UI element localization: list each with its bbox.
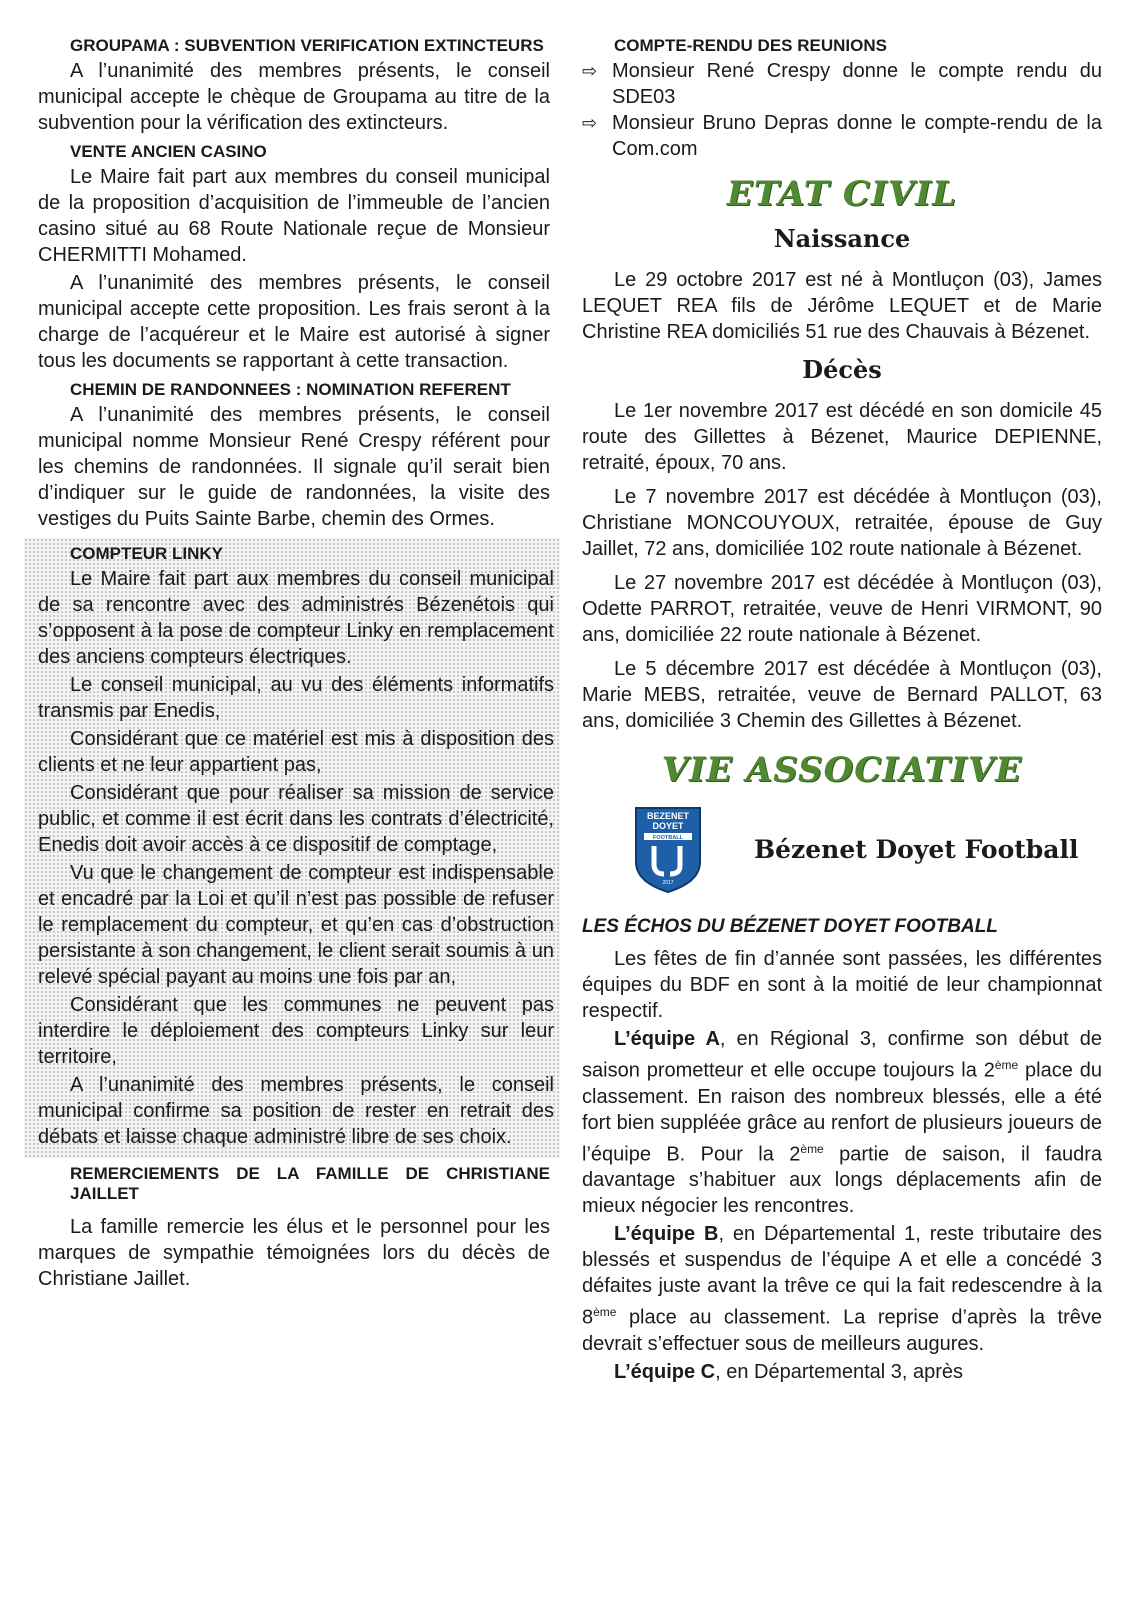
paragraph: A l’unanimité des membres présents, le conseil municipal confirme sa position de rester en retrait des débats et laisse chaque administré libre de ses choix. (38, 1074, 554, 1148)
heading-randonnees: CHEMIN DE RANDONNEES : NOMINATION REFERENT (70, 380, 511, 399)
paragraph: Le 29 octobre 2017 est né à Montluçon (03), James LEQUET REA fils de Jérôme LEQUET et de Marie Christine REA domiciliés 51 rue des Chauvais à Bézenet. (582, 269, 1102, 343)
heading-reunions: COMPTE-RENDU DES REUNIONS (614, 36, 887, 55)
paragraph: La famille remercie les élus et le personnel pour les marques de sympathie témoignées lors du décès de Christiane Jaillet. (38, 1216, 550, 1290)
paragraph: Le 27 novembre 2017 est décédée à Montluçon (03), Odette PARROT, retraitée, veuve de Henri VIRMONT, 90 ans, domiciliée 22 route nationale à Bézenet. (582, 572, 1102, 646)
heading-groupama: GROUPAMA : SUBVENTION VERIFICATION EXTINCTEURS (70, 36, 544, 55)
paragraph: A l’unanimité des membres présents, le conseil municipal accepte le chèque de Groupama au titre de la subvention pour la vérification des extincteurs. (38, 60, 550, 134)
paragraph: Considérant que pour réaliser sa mission de service public, et comme il est écrit dans les contrats d’électricité, Enedis doit avoir accès à ce dispositif de comptage, (38, 782, 554, 856)
subheading-naissance: Naissance (773, 224, 911, 253)
paragraph: Le 1er novembre 2017 est décédé en son domicile 45 route des Gillettes à Bézenet, Maurice DEPIENNE, retraité, époux, 70 ans. (582, 400, 1102, 474)
section-title-etat-civil: ETAT CIVIL (726, 174, 958, 214)
paragraph-equipe-c: L’équipe C, en Départemental 3, après (614, 1360, 964, 1383)
svg-text:DOYET: DOYET (652, 821, 684, 831)
paragraph: Le conseil municipal, au vu des éléments informatifs transmis par Enedis, (38, 674, 554, 722)
paragraph-equipe-a: L’équipe A, en Régional 3, confirme son début de saison prometteur et elle occupe toujours la 2ème place du classement. En raison des nombreux blessés, elle a été fort bien suppléée grâce au renfort de plusieurs joueurs de l’équipe B. Pour la 2ème partie de saison, il faudra davantage s’habituer aux longs déplacements afin de mieux négocier les rencontres. (582, 1028, 1102, 1218)
left-column (38, 30, 554, 1294)
svg-text:2017: 2017 (662, 880, 674, 886)
list-item: ⇨ Monsieur Bruno Depras donne le compte-rendu de la Com.com (582, 112, 1102, 160)
arrow-right-icon: ⇨ (582, 113, 598, 133)
club-logo (632, 804, 704, 894)
paragraph-equipe-b: L’équipe B, en Départemental 1, reste tributaire des blessés et suspendus de l’équipe A et elle a concédé 3 défaites juste avant la trêve ce qui la fait redescendre à la 8ème place au classement. La reprise d’après la trêve devrait s’effectuer sous de meilleurs augures. (582, 1223, 1103, 1355)
paragraph: Considérant que les communes ne peuvent pas interdire le déploiement des compteurs Linky sur leur territoire, (38, 994, 554, 1068)
svg-text:BEZENET: BEZENET (646, 811, 690, 821)
paragraph: Le 7 novembre 2017 est décédée à Montluçon (03), Christiane MONCOUYOUX, retraitée, épouse de Guy Jaillet, 72 ans, domiciliée 102 route nationale à Bézenet. (582, 486, 1102, 560)
list-item: ⇨ Monsieur René Crespy donne le compte rendu du SDE03 (582, 60, 1102, 108)
paragraph: Vu que le changement de compteur est indispensable et encadré par la Loi et qu’il n’est pas possible de refuser le remplacement du compteur, et qu’en cas d’obstruction persistante à son changement, le client serait soumis à un relevé spécial payant au moins une fois par an, (38, 862, 554, 988)
echos-heading: LES ÉCHOS DU BÉZENET DOYET FOOTBALL (582, 916, 998, 937)
arrow-right-icon: ⇨ (582, 61, 598, 81)
paragraph: Les fêtes de fin d’année sont passées, les différentes équipes du BDF en sont à la moitié de leur championnat respectif. (582, 948, 1102, 1022)
paragraph: Le 5 décembre 2017 est décédée à Montluçon (03), Marie MEBS, retraitée, veuve de Bernard PALLOT, 63 ans, domiciliée 3 Chemin des Gillettes à Bézenet. (582, 658, 1102, 732)
paragraph: Le Maire fait part aux membres du conseil municipal de sa rencontre avec des administrés Bézenétois qui s’opposent à la pose de compteur Linky en remplacement des anciens compteurs électriques. (38, 568, 554, 668)
section-title-vie-associative: VIE ASSOCIATIVE (661, 750, 1023, 790)
right-column (582, 30, 1102, 1387)
subheading-deces: Décès (802, 355, 882, 384)
heading-remerciements: REMERCIEMENTS DE LA FAMILLE DE CHRISTIANE JAILLET (70, 1164, 550, 1203)
paragraph: Considérant que ce matériel est mis à disposition des clients et ne leur appartient pas, (38, 728, 554, 776)
heading-casino: VENTE ANCIEN CASINO (70, 142, 267, 161)
heading-linky: COMPTEUR LINKY (70, 544, 223, 563)
club-name: Bézenet Doyet Football (754, 834, 1079, 864)
linky-shaded-box (24, 538, 560, 1158)
paragraph: A l’unanimité des membres présents, le conseil municipal accepte cette proposition. Les frais seront à la charge de l’acquéreur et le Maire est autorisé à signer tous les documents se rapportant à cette transaction. (38, 272, 550, 372)
paragraph: A l’unanimité des membres présents, le conseil municipal nomme Monsieur René Crespy référent pour les chemins de randonnées. Il signale qu’il serait bien d’indiquer sur le guide de randonnées, la visite des vestiges du Puits Sainte Barbe, chemin des Ormes. (38, 404, 550, 530)
club-header (582, 804, 1102, 894)
paragraph: Le Maire fait part aux membres du conseil municipal de la proposition d’acquisition de l’immeuble de l’ancien casino situé au 68 Route Nationale reçue de Monsieur CHERMITTI Mohamed. (38, 166, 550, 266)
svg-text:FOOTBALL: FOOTBALL (653, 835, 683, 841)
